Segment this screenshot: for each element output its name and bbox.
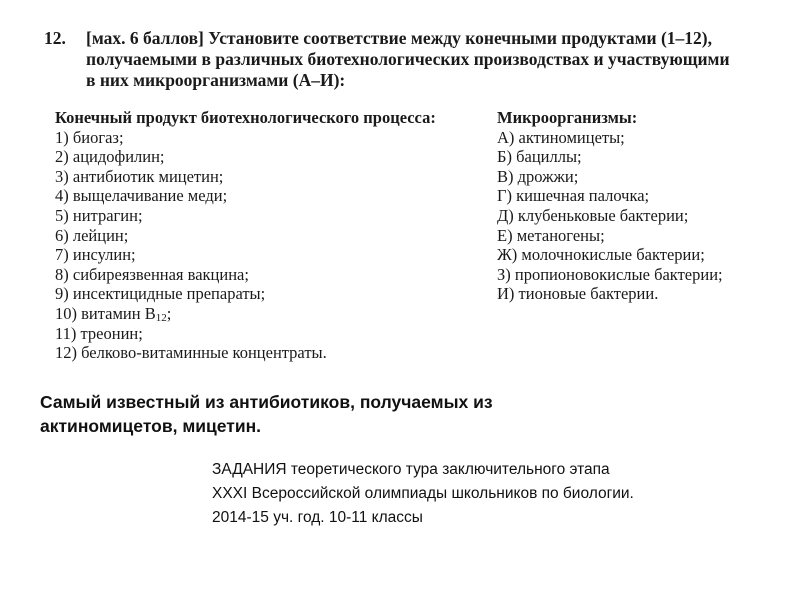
product-item: 8) сибиреязвенная вакцина;: [55, 264, 249, 284]
microorganism-item: Е) метаногены;: [497, 225, 605, 245]
source-line-2: XXXI Всероссийской олимпиады школьников по биологии.: [212, 485, 634, 502]
vitamin-subscript: 12: [155, 311, 167, 324]
question-text-line-1: [мах. 6 баллов] Установите соответствие между конечными продуктами (1–12),: [86, 28, 712, 48]
microorganism-item: А) актиномицеты;: [497, 127, 625, 147]
microorganism-item: И) тионовые бактерии.: [497, 284, 659, 304]
source-line-1: ЗАДАНИЯ теоретического тура заключительного этапа: [212, 461, 610, 478]
microorganisms-header: Микроорганизмы:: [497, 108, 638, 127]
question-block: [44, 28, 764, 91]
question-first-line: [44, 28, 764, 49]
question-text-line-3: в них микроорганизмами (А–И):: [86, 70, 346, 90]
product-item: 7) инсулин;: [55, 245, 136, 265]
microorganism-item: З) пропионовокислые бактерии;: [497, 264, 723, 284]
microorganism-item: В) дрожжи;: [497, 166, 579, 186]
question-text-line-2: получаемыми в различных биотехнологических производствах и участвующими: [86, 49, 730, 69]
product-item: 5) нитрагин;: [55, 205, 143, 225]
microorganism-item: Ж) молочнокислые бактерии;: [497, 245, 705, 265]
vitamin-suffix: ;: [166, 303, 172, 323]
products-header: Конечный продукт биотехнологического процесса:: [55, 108, 436, 127]
answer-note-line-1: Самый известный из антибиотиков, получаемых из: [40, 392, 493, 412]
answer-note: [40, 390, 640, 438]
product-item: 2) ацидофилин;: [55, 147, 165, 167]
vitamin-label: 10) витамин В: [55, 303, 156, 323]
microorganism-item: Д) клубеньковые бактерии;: [497, 205, 689, 225]
product-item-vitamin: [55, 304, 485, 324]
product-item: 11) треонин;: [55, 323, 143, 343]
product-item: 12) белково-витаминные концентраты.: [55, 343, 327, 363]
product-item: 9) инсектицидные препараты;: [55, 284, 266, 304]
microorganism-item: Г) кишечная палочка;: [497, 186, 650, 206]
question-number: 12.: [44, 28, 66, 48]
product-item: 3) антибиотик мицетин;: [55, 166, 224, 186]
product-item: 4) выщелачивание меди;: [55, 186, 228, 206]
answer-note-line-2: актиномицетов, мицетин.: [40, 416, 262, 436]
products-column: [55, 108, 485, 363]
source-caption: [212, 458, 772, 530]
product-item: 1) биогаз;: [55, 127, 124, 147]
source-line-3: 2014-15 уч. год. 10-11 классы: [212, 509, 423, 526]
microorganism-item: Б) бациллы;: [497, 147, 582, 167]
microorganisms-column: [497, 108, 787, 304]
product-item: 6) лейцин;: [55, 225, 129, 245]
